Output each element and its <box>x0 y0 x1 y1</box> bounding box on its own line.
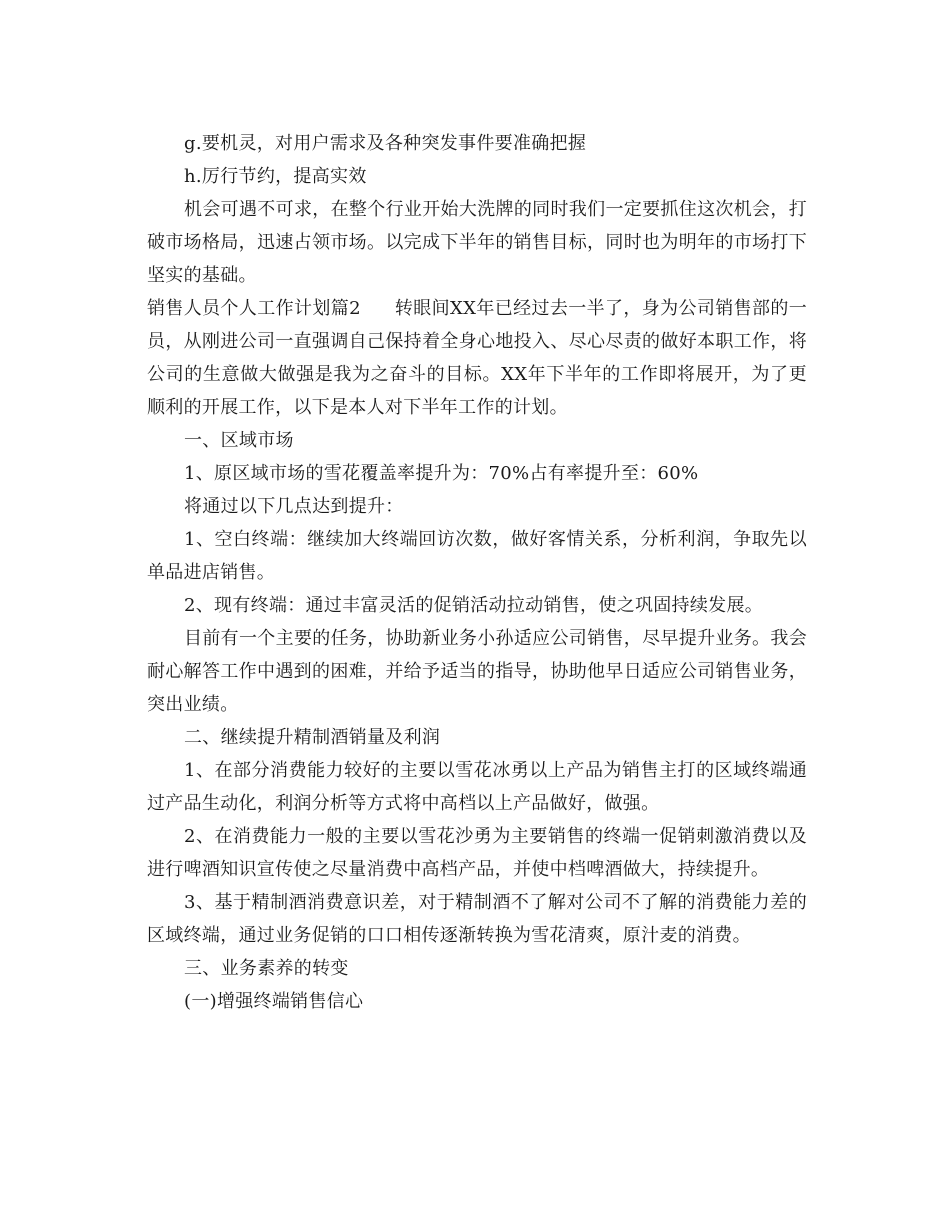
paragraph: 二、继续提升精制酒销量及利润 <box>184 727 441 748</box>
paragraph: 将通过以下几点达到提升： <box>184 496 404 517</box>
paragraph-text: 转眼间XX年已经过去一半了，身为公司销售部的一员，从刚进公司一直强调自己保持着全身心地投入、尽心尽责的做好本职工作，将公司的生意做大做强是我为之奋斗的目标。XX年下半年的工作即将展开，为了更顺利的开展工作，以下是本人对下半年工作的计划。 <box>147 298 807 418</box>
paragraph: 1、在部分消费能力较好的主要以雪花冰勇以上产品为销售主打的区域终端通过产品生动化，利润分析等方式将中高档以上产品做好，做强。 <box>147 760 807 814</box>
paragraph: 3、基于精制酒消费意识差，对于精制酒不了解对公司不了解的消费能力差的区域终端，通过业务促销的口口相传逐渐转换为雪花清爽，原汁麦的消费。 <box>147 892 807 946</box>
paragraph: 一、区域市场 <box>184 430 294 451</box>
paragraph: 三、业务素养的转变 <box>184 958 349 979</box>
section-heading: 销售人员个人工作计划篇2 <box>147 298 361 319</box>
paragraph: 1、原区域市场的雪花覆盖率提升为：70%占有率提升至：60% <box>184 463 699 484</box>
paragraph: 2、现有终端：通过丰富灵活的促销活动拉动销售，使之巩固持续发展。 <box>184 595 764 616</box>
paragraph-with-heading <box>147 292 807 424</box>
document-body <box>147 127 807 1018</box>
paragraph: 2、在消费能力一般的主要以雪花沙勇为主要销售的终端一促销刺激消费以及进行啤酒知识宣传使之尽量消费中高档产品，并使中档啤酒做大，持续提升。 <box>147 826 807 880</box>
paragraph: 机会可遇不可求，在整个行业开始大洗牌的同时我们一定要抓住这次机会，打破市场格局，迅速占领市场。以完成下半年的销售目标，同时也为明年的市场打下坚实的基础。 <box>147 199 807 286</box>
paragraph: 目前有一个主要的任务，协助新业务小孙适应公司销售，尽早提升业务。我会耐心解答工作中遇到的困难，并给予适当的指导，协助他早日适应公司销售业务，突出业绩。 <box>147 628 807 715</box>
paragraph: g.要机灵，对用户需求及各种突发事件要准确把握 <box>184 133 587 154</box>
paragraph: (一)增强终端销售信心 <box>184 991 364 1012</box>
paragraph: 1、空白终端：继续加大终端回访次数，做好客情关系，分析利润，争取先以单品进店销售。 <box>147 529 807 583</box>
paragraph: h.厉行节约，提高实效 <box>184 166 367 187</box>
